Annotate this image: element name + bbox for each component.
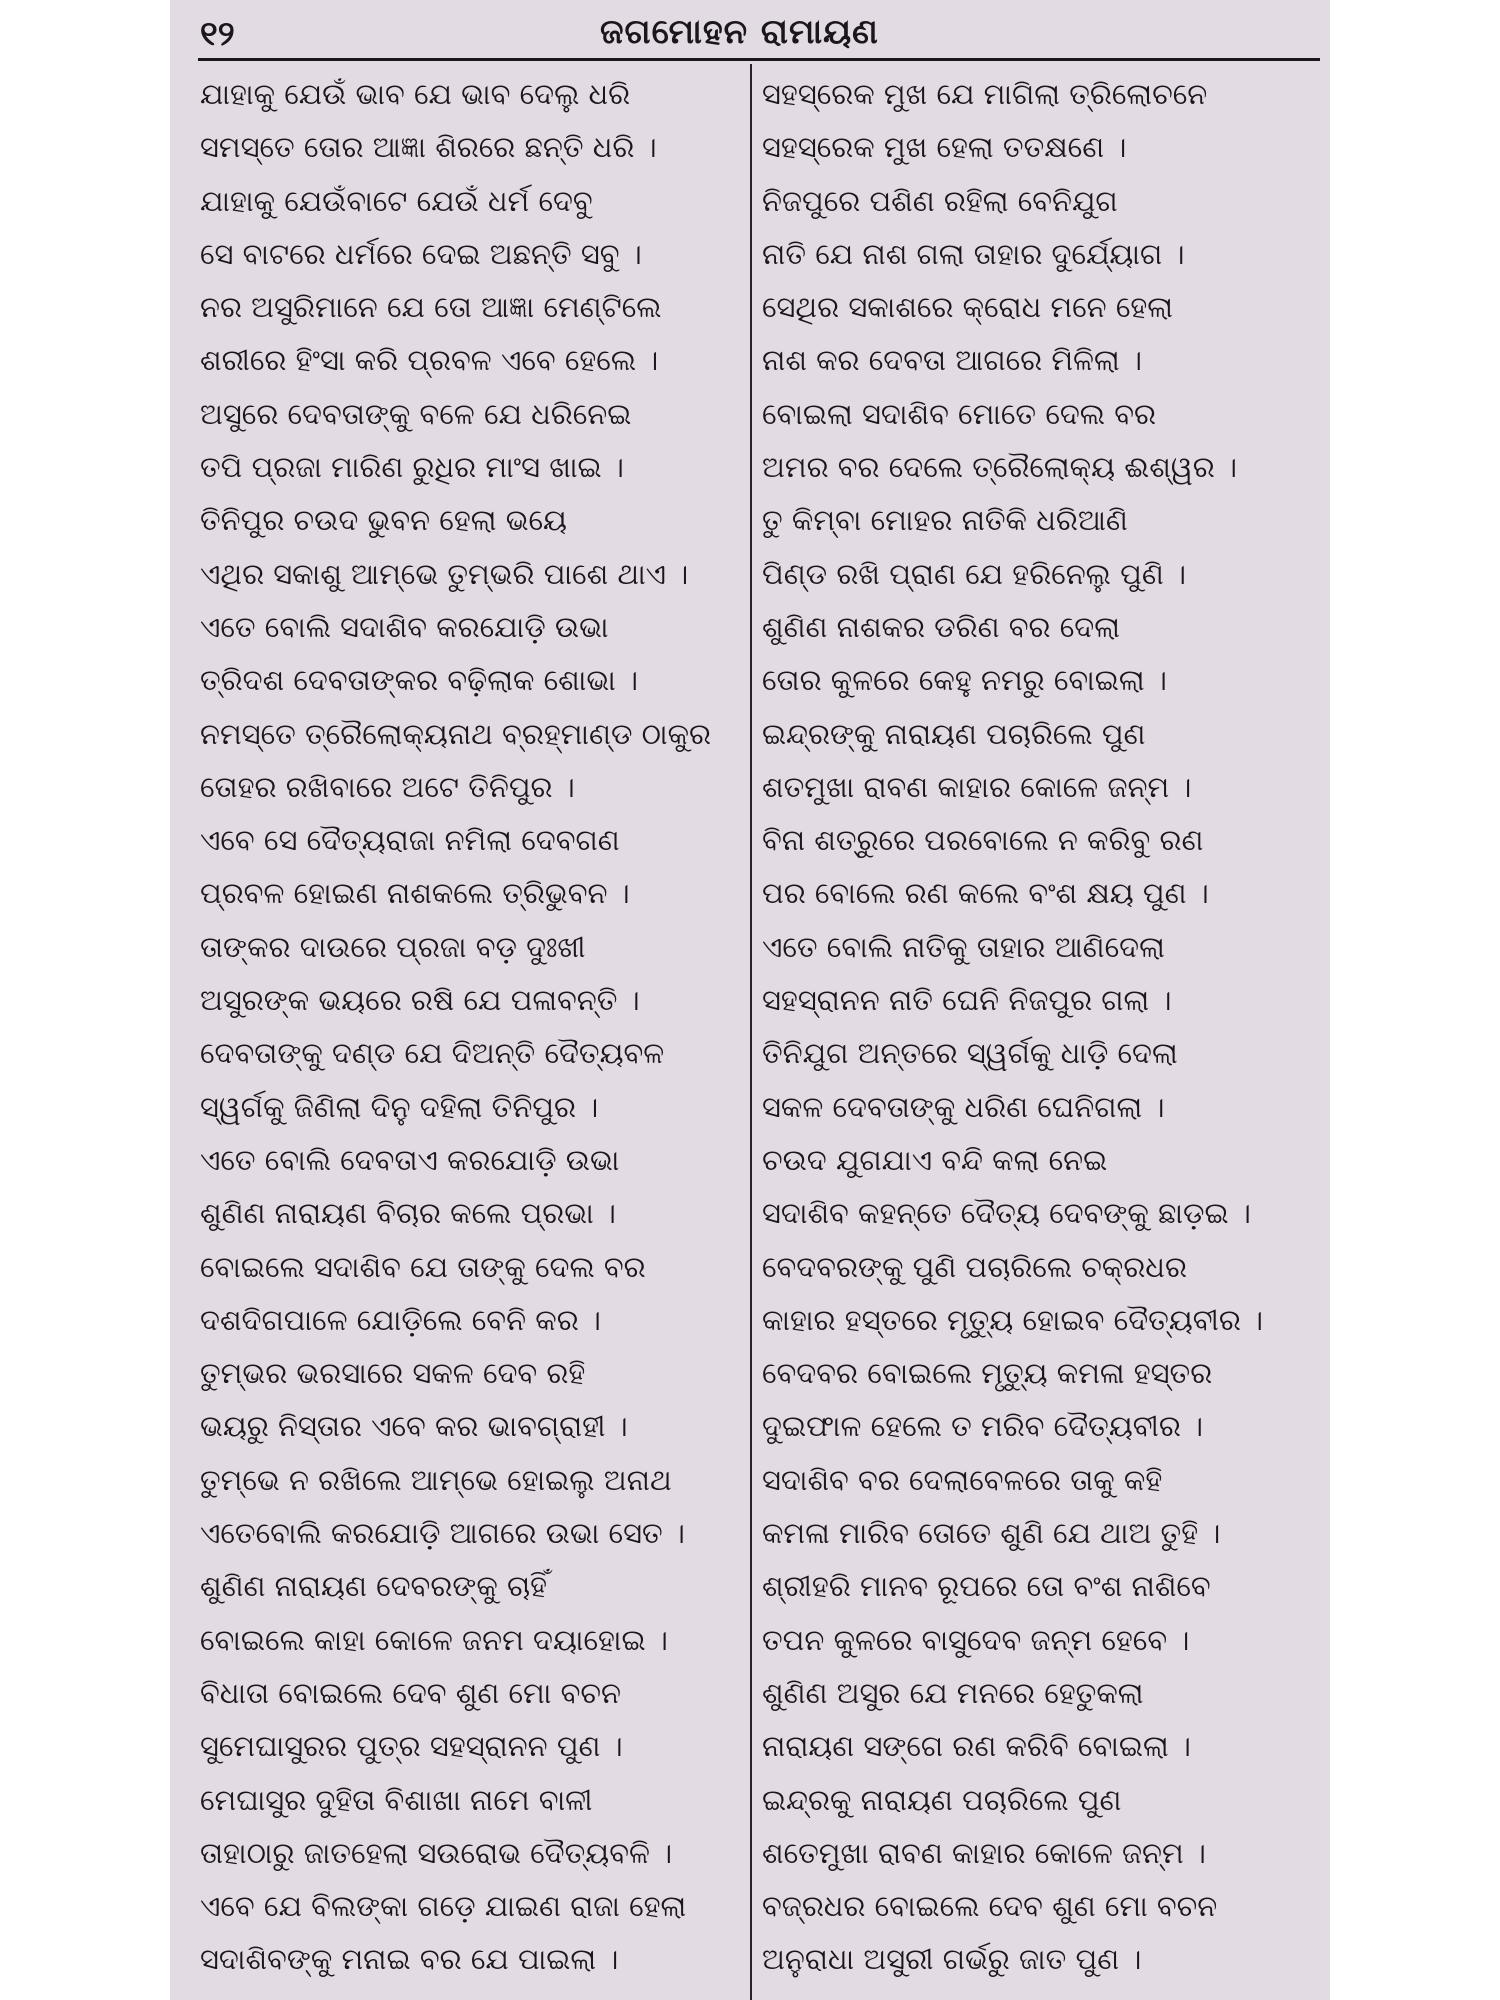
- verse-line: କାହାର ହସ୍ତରେ ମୃତ୍ୟୁ ହୋଇବ ଦୈତ୍ୟବୀର ।: [762, 1302, 1264, 1337]
- verse-line: ସହସ୍ରେକ ମୁଖ ହେଲା ତତକ୍ଷଣେ ।: [762, 130, 1127, 165]
- verse-line: ଯାହାକୁ ଯେଉଁ ଭାବ ଯେ ଭାବ ଦେଲୁ ଧରି: [200, 77, 631, 111]
- verse-line: ଅସୁରେ ଦେବତାଙ୍କୁ ବଳେ ଯେ ଧରିନେଇ: [200, 396, 632, 431]
- verse-line: ଦେବତାଙ୍କୁ ଦଣ୍ଡ ଯେ ଦିଅନ୍ତି ଦୈତ୍ୟବଳ: [200, 1036, 665, 1071]
- verse-line: ନାରାୟଣ ସଙ୍ଗେ ରଣ କରିବି ବୋଇଲା ।: [762, 1729, 1191, 1764]
- verse-line: ଶୁଣିଣ ଅସୁର ଯେ ମନରେ ହେତୁକଲା: [762, 1675, 1144, 1710]
- verse-line: ଦୁଇଫାଳ ହେଲେ ତ ମରିବ ଦୈତ୍ୟବୀର ।: [762, 1409, 1204, 1444]
- verse-line: ତ୍ରିଦଶ ଦେବତାଙ୍କର ବଢ଼ିଲାକ ଶୋଭା ।: [200, 663, 639, 698]
- verse-line: ଶତମୁଖା ରାବଣ କାହାର କୋଳେ ଜନ୍ମ ।: [762, 769, 1192, 804]
- verse-line: ସକଳ ଦେବତାଙ୍କୁ ଧରିଣ ଘେନିଗଲା ।: [762, 1089, 1165, 1124]
- verse-line: ଅମର ବର ଦେଲେ ତ୍ରୈଲୋକ୍ୟ ଈଶ୍ୱର ।: [762, 450, 1238, 485]
- verse-line: ଏତେ ବୋଲି ନାତିକୁ ତାହାର ଆଣିଦେଲା: [762, 929, 1165, 964]
- verse-line: ମେଘାସୁର ଦୁହିତା ବିଶାଖା ନାମେ ବାଳୀ: [200, 1782, 593, 1817]
- verse-line: ଶ୍ରୀହରି ମାନବ ରୂପରେ ତୋ ବଂଶ ନାଶିବେ: [762, 1569, 1211, 1604]
- verse-line: ତପି ପ୍ରଜା ମାରିଣ ରୁଧିର ମାଂସ ଖାଇ ।: [200, 450, 624, 485]
- verse-line: ଏତେବୋଲି କରଯୋଡ଼ି ଆଗରେ ଉଭା ସେତ ।: [200, 1516, 685, 1551]
- verse-line: ନର ଅସୁରିମାନେ ଯେ ତୋ ଆଜ୍ଞା ମେଣ୍ଟିଲେ: [200, 290, 662, 325]
- verse-line: ତୁ କିମ୍ବା ମୋହର ନାତିକି ଧରିଆଣି: [762, 503, 1128, 538]
- verse-line: ସ୍ୱର୍ଗକୁ ଜିଣିଲା ଦିନୁ ଦହିଲା ତିନିପୁର ।: [200, 1089, 599, 1124]
- verse-line: ଶୁଣିଣ ନାରାୟଣ ବିଚାର କଲେ ପ୍ରଭା ।: [200, 1196, 616, 1231]
- verse-line: ଶୁଣିଣ ନାରାୟଣ ଦେବରଙ୍କୁ ଚାହିଁ: [200, 1569, 548, 1604]
- verse-line: ଏତେ ବୋଲି ଦେବତାଏ କରଯୋଡ଼ି ଉଭା: [200, 1142, 620, 1177]
- verse-line: ତୋର କୁଳରେ କେହୁ ନମରୁ ବୋଇଲା ।: [762, 663, 1167, 698]
- verse-line: କମଳା ମାରିବ ତୋତେ ଶୁଣି ଯେ ଥାଅ ତୁହି ।: [762, 1516, 1221, 1551]
- verse-line: ସେଥିର ସକାଶରେ କ୍ରୋଧ ମନେ ହେଲା: [762, 290, 1174, 325]
- verse-line: ନମସ୍ତେ ତ୍ରୈଲୋକ୍ୟନାଥ ବ୍ରହ୍ମାଣ୍ଡ ଠାକୁର: [200, 716, 712, 751]
- verse-line: ତିନିଯୁଗ ଅନ୍ତରେ ସ୍ୱର୍ଗକୁ ଧାଡ଼ି ଦେଲା: [762, 1036, 1178, 1071]
- verse-line: ତୋହର ରଖିବାରେ ଅଟେ ତିନିପୁର ।: [200, 769, 575, 804]
- verse-line: ନାଶ କର ଦେବତା ଆଗରେ ମିଳିଲା ।: [762, 343, 1142, 378]
- verse-line: ସହସ୍ରେକ ମୁଖ ଯେ ମାଗିଲା ତ୍ରିଲୋଚନେ: [762, 77, 1208, 111]
- verse-line: ବିନା ଶତ୍ରୁରେ ପରବୋଲେ ନ କରିବୁ ରଣ: [762, 823, 1204, 858]
- verse-line: ସେ ବାଟରେ ଧର୍ମରେ ଦେଇ ଅଛନ୍ତି ସବୁ ।: [200, 236, 642, 271]
- verse-line: ତପନ କୁଳରେ ବାସୁଦେବ ଜନ୍ମ ହେବେ ।: [762, 1622, 1190, 1657]
- page-number: ୧୨: [200, 14, 235, 54]
- verse-line: ଚଉଦ ଯୁଗଯାଏ ବନ୍ଦି କଲା ନେଇ: [762, 1142, 1108, 1177]
- verse-line: ସଦାଶିବ କହନ୍ତେ ଦୈତ୍ୟ ଦେବଙ୍କୁ ଛାଡ଼ଇ ।: [762, 1196, 1251, 1231]
- verse-line: ପର ବୋଲେ ରଣ କଲେ ବଂଶ କ୍ଷୟ ପୁଣ ।: [762, 876, 1209, 911]
- verse-line: ନାତି ଯେ ନାଶ ଗଲା ତାହାର ଦୁର୍ଯ୍ୟୋଗ ।: [762, 236, 1185, 271]
- verse-line: ସଦାଶିବଙ୍କୁ ମନାଇ ବର ଯେ ପାଇଲା ।: [200, 1942, 619, 1977]
- verse-line: ଅନୁରାଧା ଅସୁରୀ ଗର୍ଭରୁ ଜାତ ପୁଣ ।: [762, 1942, 1142, 1977]
- book-page: [170, 0, 1330, 2000]
- verse-line: ବୋଇଲା ସଦାଶିବ ମୋତେ ଦେଲ ବର: [762, 396, 1157, 431]
- verse-line: ଯାହାକୁ ଯେଉଁବାଟେ ଯେଉଁ ଧର୍ମ ଦେବୁ: [200, 183, 593, 218]
- verse-line: ଦଶଦିଗପାଳେ ଯୋଡ଼ିଲେ ବେନି କର ।: [200, 1302, 601, 1337]
- verse-line: ଅସୁରଙ୍କ ଭୟରେ ରଷି ଯେ ପଳାବନ୍ତି ।: [200, 983, 640, 1018]
- verse-line: ଶତେମୁଖା ରାବଣ କାହାର କୋଳେ ଜନ୍ମ ।: [762, 1835, 1206, 1870]
- verse-line: ଏବେ ଯେ ବିଲଙ୍କା ଗଡ଼େ ଯାଇଣ ରାଜା ହେଲା: [200, 1889, 687, 1924]
- verse-line: ତାହାଠାରୁ ଜାତହେଲା ସଉରୋଭ ଦୈତ୍ୟବଳି ।: [200, 1835, 673, 1870]
- left-verse-column: [200, 68, 760, 1987]
- verse-line: ବୋଇଲେ କାହା କୋଳେ ଜନମ ଦୟାହୋଇ ।: [200, 1622, 668, 1657]
- verse-line: ଶୁଣିଣ ନାଶକର ଡରିଣ ବର ଦେଲା: [762, 609, 1120, 644]
- verse-line: ଇନ୍ଦ୍ରକୁ ନାରାୟଣ ପଚାରିଲେ ପୁଣ: [762, 1782, 1122, 1817]
- verse-line: ଏଥିର ସକାଶୁ ଆମ୍ଭେ ତୁମ୍ଭରି ପାଶେ ଥାଏ ।: [200, 556, 689, 591]
- verse-line: ଭୟରୁ ନିସ୍ତାର ଏବେ କର ଭାବଗ୍ରାହୀ ।: [200, 1409, 628, 1444]
- verse-line: ଇନ୍ଦ୍ରଙ୍କୁ ନାରାୟଣ ପଚାରିଲେ ପୁଣ: [762, 716, 1146, 751]
- page-header: [170, 0, 1330, 60]
- verse-line: ନିଜପୁରେ ପଶିଣ ରହିଲା ବେନିଯୁଗ: [762, 183, 1118, 218]
- header-rule: [198, 58, 1320, 61]
- verse-line: ବେଦବରଙ୍କୁ ପୁଣି ପଚାରିଲେ ଚକ୍ରଧର: [762, 1249, 1187, 1284]
- verse-line: ବିଧାତା ବୋଇଲେ ଦେବ ଶୁଣ ମୋ ବଚନ: [200, 1675, 621, 1710]
- verse-line: ପ୍ରବଳ ହୋଇଣ ନାଶକଲେ ତ୍ରିଭୁବନ ।: [200, 876, 630, 911]
- verse-line: ଶରୀରେ ହିଂସା କରି ପ୍ରବଳ ଏବେ ହେଲେ ।: [200, 343, 659, 378]
- verse-line: ବେଦବର ବୋଇଲେ ମୃତ୍ୟୁ କମଳା ହସ୍ତର: [762, 1356, 1213, 1391]
- verse-line: ସମସ୍ତେ ତୋର ଆଜ୍ଞା ଶିରରେ ଛନ୍ତି ଧରି ।: [200, 130, 657, 165]
- verse-line: ସହସ୍ରାନନ ନାତି ଘେନି ନିଜପୁର ଗଲା ।: [762, 983, 1172, 1018]
- verse-line: ତୁମ୍ଭର ଭରସାରେ ସକଳ ଦେବ ରହି: [200, 1356, 586, 1391]
- verse-line: ଏତେ ବୋଲି ସଦାଶିବ କରଯୋଡ଼ି ଉଭା: [200, 609, 609, 644]
- verse-line: ସୁମେଘାସୁରର ପୁତ୍ର ସହସ୍ରାନନ ପୁଣ ।: [200, 1729, 623, 1764]
- book-title: ଜଗମୋହନ ରାମାୟଣ: [600, 12, 879, 52]
- verse-line: ତୁମ୍ଭେ ନ ରଖିଲେ ଆମ୍ଭେ ହୋଇଲୁ ଅନାଥ: [200, 1462, 672, 1497]
- verse-line: ବଜ୍ରଧର ବୋଇଲେ ଦେବ ଶୁଣ ମୋ ବଚନ: [762, 1889, 1218, 1924]
- verse-line: ପିଣ୍ଡ ରଖି ପ୍ରାଣ ଯେ ହରିନେଲୁ ପୁଣି ।: [762, 556, 1187, 591]
- verse-line: ବୋଇଲେ ସଦାଶିବ ଯେ ତାଙ୍କୁ ଦେଲ ବର: [200, 1249, 646, 1284]
- verse-line: ତାଙ୍କର ଦାଉରେ ପ୍ରଜା ବଡ଼ ଦୁଃଖୀ: [200, 929, 586, 964]
- verse-line: ତିନିପୁର ଚଉଦ ଭୁବନ ହେଲା ଭୟେ: [200, 503, 567, 538]
- right-verse-column: [762, 68, 1322, 1987]
- verse-line: ଏବେ ସେ ଦୈତ୍ୟରାଜା ନମିଲା ଦେବଗଣ: [200, 823, 620, 858]
- verse-line: ସଦାଶିବ ବର ଦେଲାବେଳରେ ତାକୁ କହି: [762, 1462, 1163, 1497]
